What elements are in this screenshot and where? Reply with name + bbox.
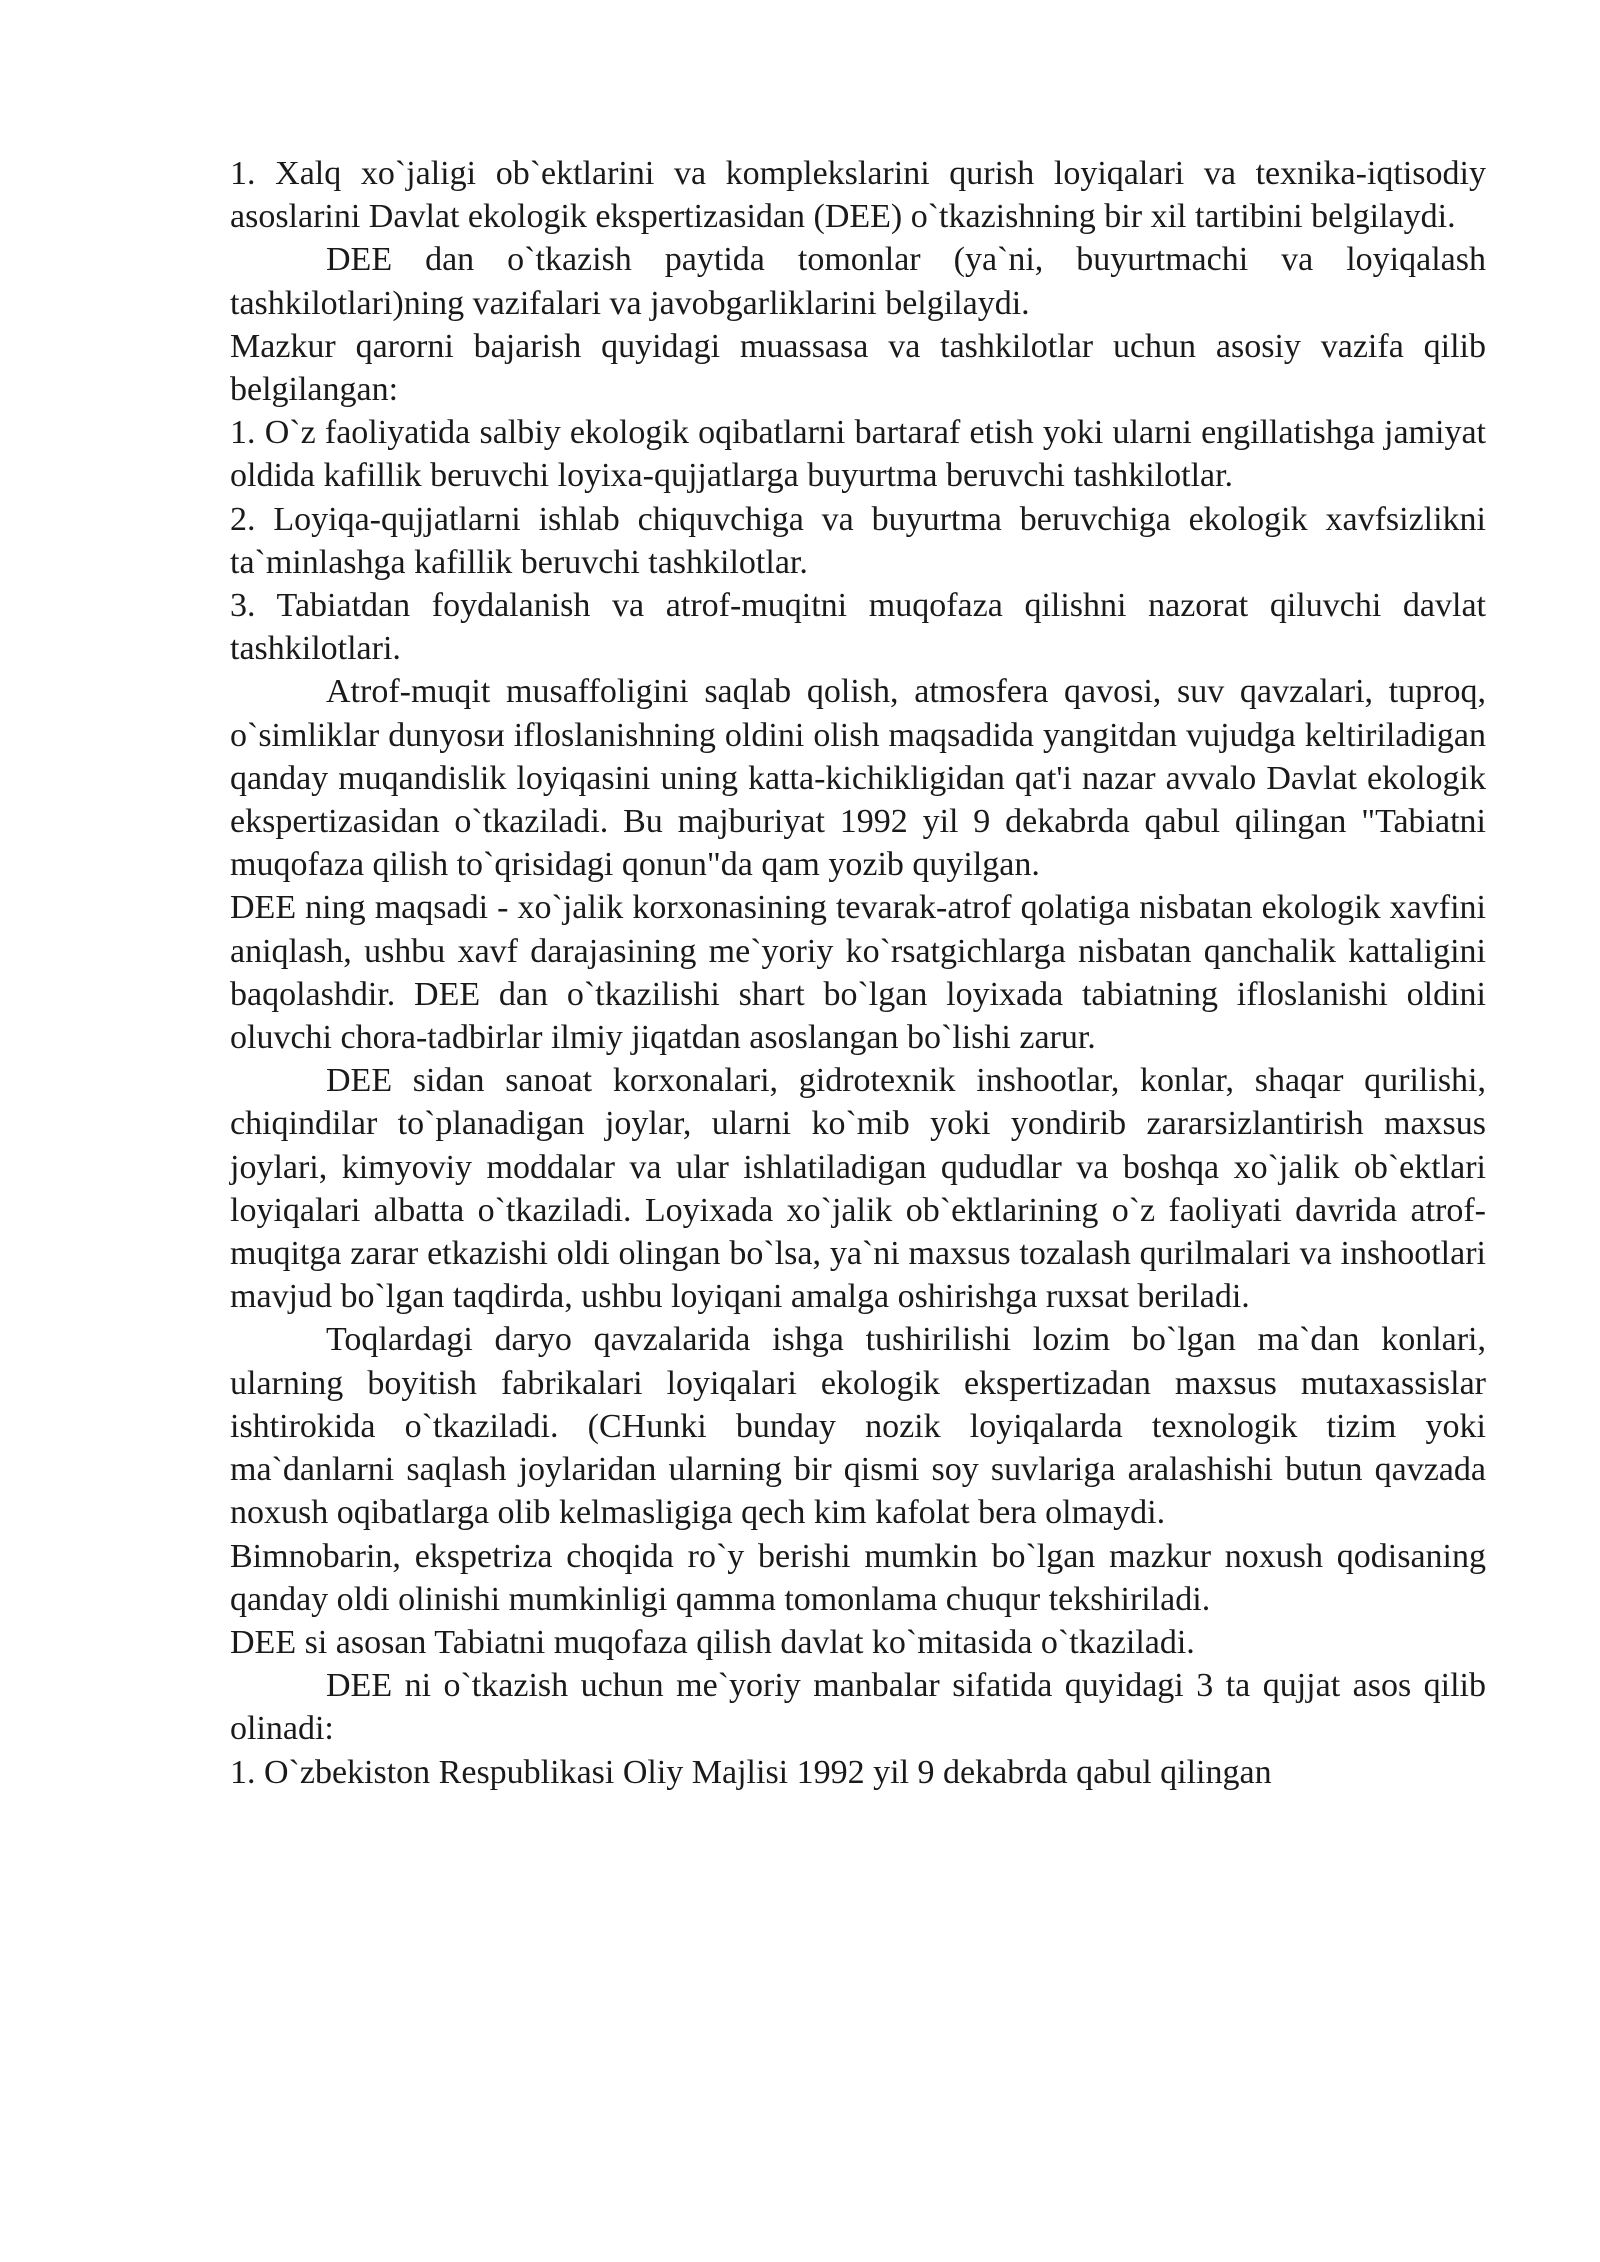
paragraph-7: Toqlardagi daryo qavzalarida ishga tushirilishi lozim bo`lgan ma`dan konlari, ularning boyitish fabrikalari loyiqalari ekologik ekspertizadan maxsus mutaxassislar ishtirokida o`tkaziladi. (CHunki bunday nozik loyiqalarda texnologik tizim yoki ma`danlarni saqlash joylaridan ularning bir qismi soy suvlariga aralashishi butun qavzada noxush oqibatlarga olib kelmasligiga qech kim kafolat bera olmaydi. [230,1321,1486,1532]
paragraph-6: DEE sidan sanoat korxonalari, gidrotexnik inshootlar, konlar, shaqar qurilishi, chiqindilar to`planadigan joylar, ularni ko`mib yoki yondirib zararsizlantirish maxsus joylari, kimyoviy moddalar va ular ishlatiladigan qududlar va boshqa xo`jalik ob`ektlari loyiqalari albatta o`tkaziladi. Loyixada xo`jalik ob`ektlarining o`z faoliyati davrida atrof-muqitga zarar etkazishi oldi olingan bo`lsa, ya`ni maxsus tozalash qurilmalari va inshootlari mavjud bo`lgan taqdirda, ushbu loyiqani amalga oshirishga ruxsat beriladi. [230,1062,1486,1316]
list-item-3: 3. Tabiatdan foydalanish va atrof-muqitni muqofaza qilishni nazorat qiluvchi davlat tashkilotlari. [230,587,1486,668]
paragraph-10: DEE ni o`tkazish uchun me`yoriy manbalar sifatida quyidagi 3 ta qujjat asos qilib olinadi: [230,1667,1486,1748]
list-item-1: 1. O`z faoliyatida salbiy ekologik oqibatlarni bartaraf etish yoki ularni engillatishga jamiyat oldida kafillik beruvchi loyixa-qujjatlarga buyurtma beruvchi tashkilotlar. [230,414,1486,495]
paragraph-5: DEE ning maqsadi - xo`jalik korxonasining tevarak-atrof qolatiga nisbatan ekologik xavfini aniqlash, ushbu xavf darajasining me`yoriy ko`rsatgichlarga nisbatan qanchalik kattaligini baqolashdir. DEE dan o`tkazilishi shart bo`lgan loyixada tabiatning ifloslanishi oldini oluvchi chora-tadbirlar ilmiy jiqatdan asoslangan bo`lishi zarur. [230,889,1486,1057]
paragraph-4: Atrof-muqit musaffoligini saqlab qolish, atmosfera qavosi, suv qavzalari, tuproq, o`simliklar dunyosи ifloslanishning oldini olish maqsadida yangitdan vujudga keltiriladigan qanday muqandislik loyiqasini uning katta-kichikligidan qat'i nazar avvalo Davlat ekologik ekspertizasidan o`tkaziladi. Bu majburiyat 1992 yil 9 dekabrda qabul qilingan "Tabiatni muqofaza qilish to`qrisidagi qonun"da qam yozib quyilgan. [230,673,1486,884]
list-item-2: 2. Loyiqa-qujjatlarni ishlab chiquvchiga va buyurtma beruvchiga ekologik xavfsizlikni ta`minlashga kafillik beruvchi tashkilotlar. [230,500,1486,581]
document-body [230,152,1486,1794]
paragraph-9: DEE si asosan Tabiatni muqofaza qilish davlat ko`mitasida o`tkaziladi. [230,1623,1195,1661]
paragraph-2: DEE dan o`tkazish paytida tomonlar (ya`ni, buyurtmachi va loyiqalash tashkilotlari)ning vazifalari va javobgarliklarini belgilaydi. [230,241,1486,322]
paragraph-3: Mazkur qarorni bajarish quyidagi muassasa va tashkilotlar uchun asosiy vazifa qilib belgilangan: [230,327,1486,409]
paragraph-8: Bimnobarin, ekspetriza choqida ro`y berishi mumkin bo`lgan mazkur noxush qodisaning qanday oldi olinishi mumkinligi qamma tomonlama chuqur tekshiriladi. [230,1537,1486,1618]
paragraph-1: 1. Xalq xo`jaligi ob`ektlarini va komplekslarini qurish loyiqalari va texnika-iqtisodiy asoslarini Davlat ekologik ekspertizasidan (DEE) o`tkazishning bir xil tartibini belgilaydi. [230,155,1486,236]
list-item-4: 1. O`zbekiston Respublikasi Oliy Majlisi 1992 yil 9 dekabrda qabul qilingan [230,1753,1272,1791]
